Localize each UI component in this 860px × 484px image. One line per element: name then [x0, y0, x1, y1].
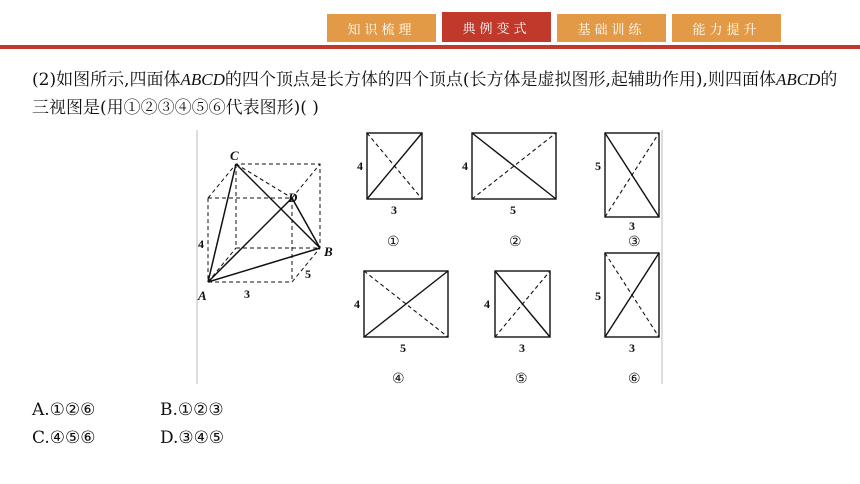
tab-basic-training[interactable]: 基础训练 [557, 14, 666, 42]
edge-label-width: 3 [244, 287, 250, 301]
view-1-number: ① [387, 235, 400, 250]
option-b[interactable]: B.①②③ [160, 400, 224, 420]
view-4-bottom-label: 5 [400, 341, 406, 355]
edge-label-height: 4 [198, 237, 204, 251]
option-a[interactable]: A.①②⑥ [32, 400, 96, 420]
tab-knowledge-review[interactable]: 知识梳理 [327, 14, 436, 42]
geometry-figure [192, 128, 672, 388]
view-5-bottom-label: 3 [519, 341, 525, 355]
view-3-bottom-label: 3 [629, 219, 635, 233]
option-c[interactable]: C.④⑤⑥ [32, 428, 96, 448]
tab-typical-examples[interactable]: 典例变式 [442, 12, 551, 42]
section-tabs [327, 14, 781, 42]
tetrahedron-abcd [208, 164, 320, 282]
view-2-number: ② [509, 235, 522, 250]
view-5-number: ⑤ [515, 372, 528, 387]
view-3-side-label: 5 [595, 159, 601, 173]
edge-label-depth: 5 [305, 267, 311, 281]
view-3 [595, 133, 659, 250]
view-5-side-label: 4 [484, 297, 490, 311]
view-4-side-label: 4 [354, 297, 360, 311]
option-d[interactable]: D.③④⑤ [160, 428, 225, 448]
view-2 [462, 133, 556, 250]
vertex-label-d: D [288, 190, 298, 205]
view-6-side-label: 5 [595, 289, 601, 303]
view-6 [595, 253, 659, 387]
view-2-side-label: 4 [462, 159, 468, 173]
view-6-bottom-label: 3 [629, 341, 635, 355]
view-5 [484, 271, 550, 387]
vertex-label-a: A [198, 288, 207, 303]
view-6-number: ⑥ [628, 372, 641, 387]
view-3-number: ③ [628, 235, 641, 250]
view-1-bottom-label: 3 [391, 203, 397, 217]
tab-ability-improvement[interactable]: 能力提升 [672, 14, 781, 42]
view-1 [357, 133, 422, 250]
view-2-bottom-label: 5 [510, 203, 516, 217]
view-1-side-label: 4 [357, 159, 363, 173]
view-4-number: ④ [392, 372, 405, 387]
header-divider [0, 45, 860, 49]
vertex-label-b: B [324, 244, 333, 259]
answer-options [32, 396, 288, 452]
view-4 [354, 271, 448, 387]
question-text: (2)如图所示,四面体ABCD的四个顶点是长方体的四个顶点(长方体是虚拟图形,起辅助作用),则四面体ABCD的三视图是(用①②③④⑤⑥代表图形)( ) [32, 70, 838, 118]
vertex-label-c: C [230, 148, 239, 163]
